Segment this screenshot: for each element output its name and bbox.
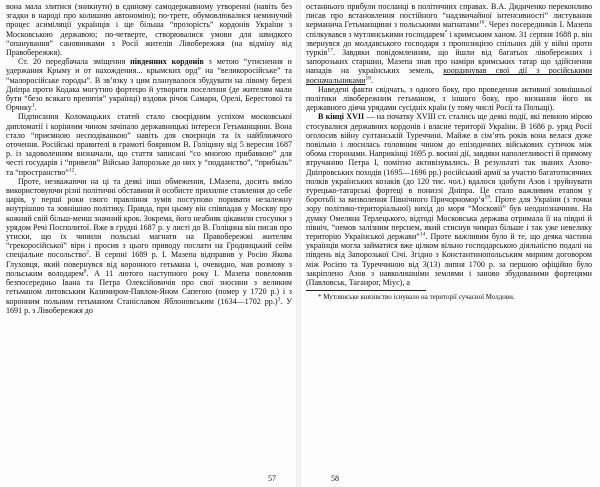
text-run: координував свої дії з російськими воєначальниками [306, 66, 592, 85]
footnote-ref: 12 [68, 166, 75, 173]
left-page-text [6, 2, 292, 315]
text-run: . А 11 лютого наступного року І. Мазепа повеломив безпосередньо Івана та Петра Олексійовичів про свої зносини з великим гетьманом литовським Казимиром-Павлом-Яном Сапегою (помер у 1720 р.) і з коронним польним гетьманом Станіславом Яблоновським (1634—1702 рр.) [6, 268, 292, 306]
footnote-ref: 17 [327, 47, 333, 54]
text-run: вона мала злитися (зникнути) в єдиному самодержавному утворенні (навіть без згадки в народі про колишню автономію); по-третє, обумовлювалися неминучий процес асиміляції українців і ще більша “прозорість” кордонів України з Московською державою; по-четверте, створювалися умови для швидкого “опанування” сановниками з Росії жителів Лівобережжя (на відміну від Правобережжя). [6, 2, 292, 58]
text-run: з метою “утиснення и удержания Крыму и от нахождения... крымских орд” на “великоросійське” та “малоросійське городы”. В зв’язку з цим планувалося збудувати на лівому березі Дніпра проти Кодака могутню фортецю й утворити поселення (де жителям мали бути “безо всякаго препятія” українці) вздовж річок Самари, Орелі, Берестової та Орчику [6, 57, 292, 113]
text-run: . В серпні 1689 р. І. Мазепа відправив у Росію Якова Глуховця, який повернувся від коронного гетьмана і, очевидно, мав розмову з польським володарем [6, 250, 292, 278]
paragraph [6, 112, 292, 176]
right-page [306, 2, 592, 478]
text-run: . Через посередників І. Мазепа спілкувався з мутлянськими господарем [306, 20, 592, 39]
text-run: — на початку XVIII ст. стались ще деякі події, які певною мірою стосувалися державних кордонів і власне території України. В 1686 р. уряд Росії оголосив війну султанській Туреччині. Майже в сім’ять років вона велася дуже повільно і люсилась головним чином до епізодичних військових сутичок між обома сторонами. Наприкінці 1695 р. воєнні дії, завдяки наполегливості й прямому втручанню Петра І, помітно активізувались. В результаті так званих Азово-Дніпровських походів (1695—1696 рр.) російський армії за участю багатотисячних полків українських козаків (до 120 тис. чол.) вдалося здобути Азов і зруйнувати турецько-татарські фортеці в пониззі Дніпра. Це стало важливим етапом у боротьбі за визволення Північного Причорномор’я [306, 112, 592, 205]
footnote-ref: 2 [86, 249, 89, 256]
footnote-ref: * [444, 28, 448, 35]
text-run: . [74, 167, 77, 177]
text-run: Ст. 20 передбачала зміщення [18, 57, 131, 67]
footnote-ref: 16 [478, 19, 485, 26]
right-page-text [306, 2, 592, 287]
text-run: кінці XVII [325, 112, 365, 122]
paragraph [306, 112, 592, 287]
footnote-ref: 18 [365, 74, 372, 81]
text-run: В [318, 112, 326, 122]
footnote: * Мутлянське князівство існувало на території сучасної Молдови. [318, 293, 515, 302]
footnote-ref: 14 [419, 231, 426, 238]
page-number-right: 58 [331, 474, 339, 483]
left-page [6, 2, 292, 478]
text-run: . У 1691 р. з Лівобережжя до [6, 296, 292, 315]
text-run: . Проте для України (з точки зору політико-територіальної) вихід до моря “Московії” був неоднозначним. На думку Омеляна Терлецького, відтоді Московська держава отримала її на півдні й північ, “немов залізним перснем, який стиснув чимраз більше і так уже невелику територію Української держави” [306, 195, 592, 242]
paragraph [306, 85, 592, 113]
footnote-ref: 1 [31, 102, 35, 109]
book-gutter [296, 0, 301, 487]
text-run: Наведені факти свідчать, з одного боку, про проведення активної зовнішньої політики лівобережним гетьманом, з іншого боку, про визнання його як державного діяча урядами сусідніх країн (у тому числі Росії та Польщі). [306, 84, 592, 113]
text-run: останнього прибули посланці в політичних справах. В.А. Дядиченко переконливо писав про встановлення постійного “надзвичайної інтенсивності” листування керманича Гетьманщини з польськими магнатами [306, 2, 592, 30]
text-run: Підписання Коломацьких статей стало своєрідним успіхом московської дипломатії і корінним чином зачіпало державницькі інтереси Гетьманщини. Вона стало “приємною несподіванкою” навіть для своєрнців та їх найближчого оточення. Російські правителі в грамоті боярином В. Голіцину від 5 вересня 1687 р. із задоволенням визначали, що стаття записані “со многою прибавкою” для честі государів і “привели” Військо Запорозьке до них у “подданство”, “прибыль” та “пространство” [6, 112, 292, 177]
paragraph [6, 177, 292, 315]
footnote-ref: 19 [484, 194, 491, 201]
text-run: Проте, незважаючи на ці та деякі інші обмеження, І.Мазепа, досить вміло використовуючи різні політичні обставини й особисте прихилне ставлення до себе царів, у перші роки свого правління зумів поступово поривати незалежну внутрішню та зовнішню політику. Правда, при цьому він співпадав у Москву про кожний свій більш-менш значний крок. Зокрема, його неабияк цікавили стосунки з урядом Речі Посполитої. Вже в грудні 1687 р. у листі до В. Голіцина він писав про утиски, що їх чинили польські магнати на Правобережжі жителям “грекоросійської” віри і просив з цього приводу послати на Гродницький сейм спеціальне посольство [6, 176, 292, 260]
page-number-left: 57 [268, 474, 276, 483]
footnote-ref: 8 [83, 268, 87, 275]
text-run: південних кордонів [130, 57, 204, 67]
footnote-ref: 3 [277, 295, 281, 302]
footnote-divider [306, 290, 426, 291]
paragraph [6, 2, 292, 57]
text-run: . [34, 103, 37, 113]
text-run: . Завдяки повідомленням, що йшли від багатьох лівобережних і запорозьких старшин, Мазепа знав про наміри кримських татар що здійснення нападів на українських земель, [306, 48, 592, 76]
paragraph [6, 57, 292, 112]
text-run: і кримським ханом. 31 серпня 1688 р. він звернувся до молдавського господаря з пропозицією спільних дій у війні проти турків [306, 29, 592, 58]
text-run: . [371, 75, 374, 85]
text-run: . Проте важливим було й те, що деяка частина українців могла займатися вже цілком вільно господарською діяльністю подалі на південь від Запорозької Січі. Згідно з Константинопольським мирним договором між Росією та Туреччиною від 3(13) липня 1700 р. за першою офіційно було закріплено Азов з навколишніми землями і заново збудованими фортецями (Павловськ, Таганрог, Міус), а [306, 232, 592, 288]
paragraph [306, 2, 592, 85]
